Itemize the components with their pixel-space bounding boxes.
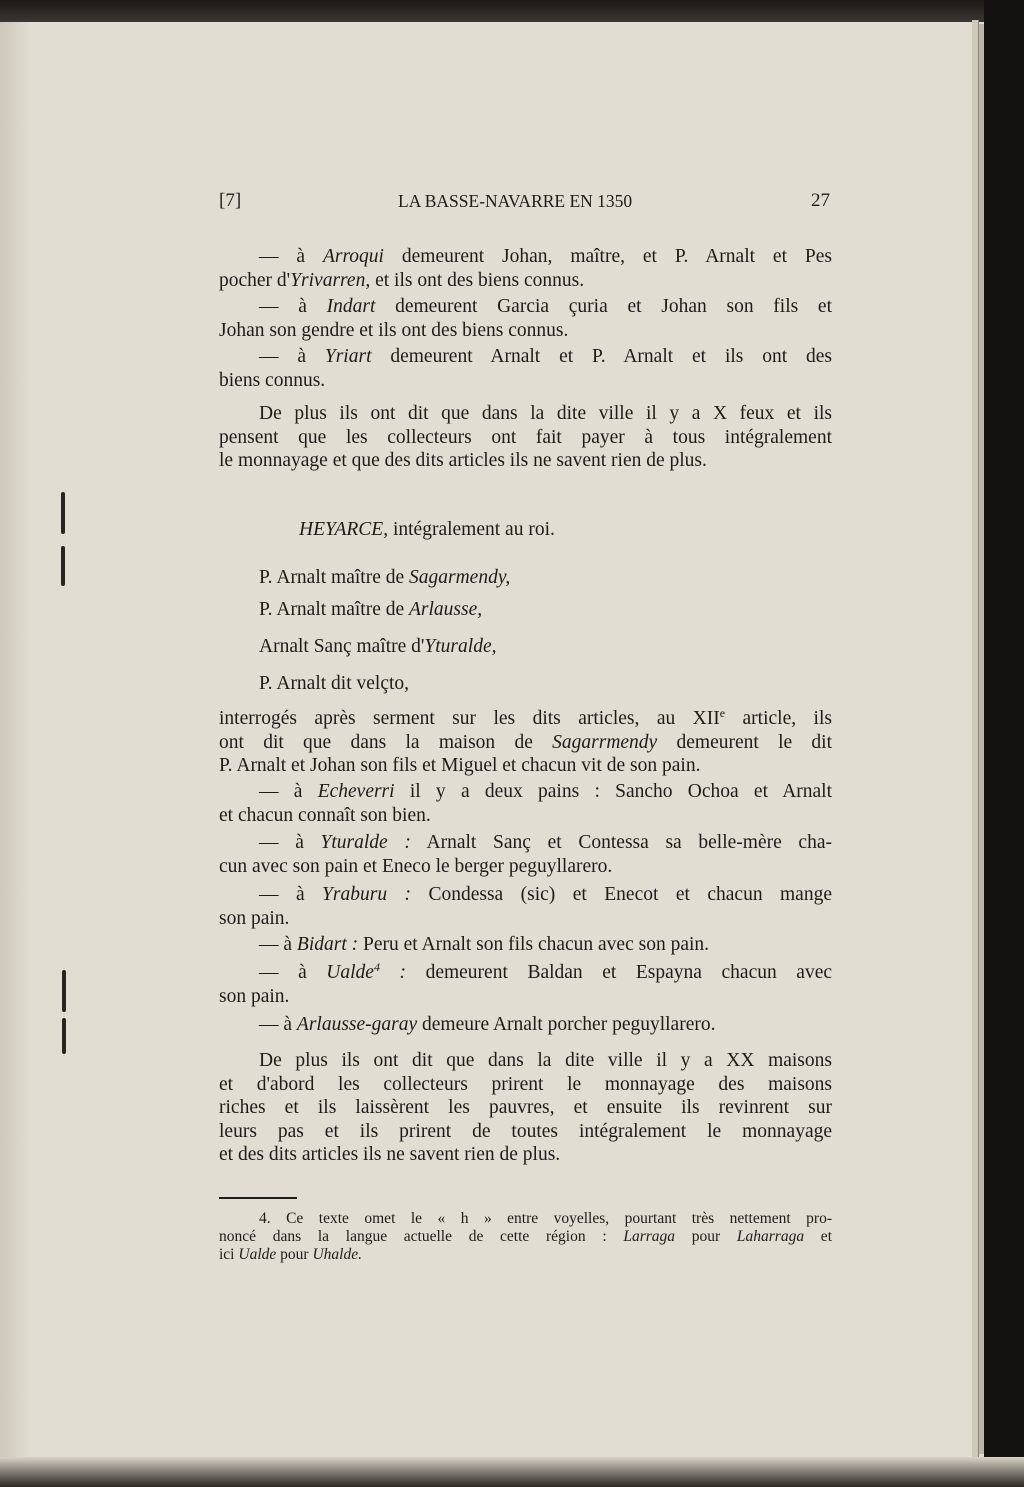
paragraph xyxy=(219,295,832,342)
text-run: Condessa (sic) et Enecot et chacun mange xyxy=(411,884,832,905)
text-run: P. Arnalt dit velçto, xyxy=(259,673,410,694)
text-line xyxy=(219,635,832,659)
text-line xyxy=(219,707,832,731)
text-line xyxy=(219,855,832,879)
text-run: — à xyxy=(259,296,327,317)
paragraph xyxy=(219,635,832,659)
italic-text: Yrivarren, xyxy=(290,269,371,291)
text-line xyxy=(219,319,832,343)
italic-text: Bidart : xyxy=(296,934,359,955)
italic-text: Yriart xyxy=(324,346,372,367)
text-run: — à xyxy=(259,884,323,905)
text-run: demeure Arnalt porcher peguyllarero. xyxy=(417,1014,716,1035)
paragraph xyxy=(219,1013,832,1037)
text-run: P. Arnalt maître de xyxy=(259,599,410,620)
text-run: Johan son gendre et ils ont des biens connus. xyxy=(219,319,569,341)
italic-text: Ualde xyxy=(326,962,374,983)
text-line xyxy=(219,731,832,755)
text-run: il y a deux pains : Sancho Ochoa et Arnalt xyxy=(394,781,833,802)
text-run: et chacun connaît son bien. xyxy=(219,804,431,826)
text-line xyxy=(219,566,832,590)
text-run: et des dits articles ils ne savent rien de plus. xyxy=(219,1144,561,1165)
paragraph xyxy=(219,1049,832,1167)
scan-border-bottom xyxy=(0,1457,1024,1487)
text-line xyxy=(219,345,832,369)
page-number: 27 xyxy=(811,190,830,211)
italic-text: Indart xyxy=(326,296,376,317)
footnote xyxy=(219,1210,832,1264)
text-run: demeurent Garcia çuria et Johan son fils et xyxy=(375,296,833,317)
text-line xyxy=(219,598,832,622)
header-section-number: [7] xyxy=(219,190,242,211)
paragraph xyxy=(219,402,832,473)
text-line xyxy=(219,1096,832,1120)
text-run: ont dit que dans la maison de xyxy=(219,731,553,753)
text-run: le monnayage et que des dits articles ils ne savent rien de plus. xyxy=(219,450,707,471)
page-gutter-shadow xyxy=(0,0,30,1487)
text-run: intégralement au roi. xyxy=(388,519,555,540)
text-run: P. Arnalt et Johan son fils et Miguel et chacun vit de son pain. xyxy=(219,755,701,776)
paragraph xyxy=(219,961,832,1008)
scan-border-right xyxy=(984,0,1024,1487)
text-run: P. Arnalt maître de xyxy=(259,567,410,588)
paragraph xyxy=(219,345,832,392)
text-run: Peru et Arnalt son fils chacun avec son pain. xyxy=(358,934,710,955)
italic-text: Arlausse-garay xyxy=(296,1014,418,1035)
paragraph xyxy=(219,933,832,957)
text-line xyxy=(219,883,832,907)
text-run: et xyxy=(804,1228,832,1245)
text-run: pensent que les collecteurs ont fait payer à tous intégralement xyxy=(219,426,832,448)
text-line xyxy=(219,1120,832,1144)
italic-text: Arroqui xyxy=(322,246,384,267)
text-run: — à xyxy=(259,832,321,853)
text-line xyxy=(219,804,832,828)
text-line xyxy=(219,672,832,696)
text-line xyxy=(219,831,832,855)
text-line xyxy=(219,269,832,293)
binding-mark xyxy=(61,492,65,534)
text-run: De plus ils ont dit que dans la dite ville il y a XX maisons xyxy=(259,1050,832,1071)
paragraph xyxy=(219,245,832,292)
text-run: — à xyxy=(259,781,318,802)
italic-text: Arlausse, xyxy=(409,599,483,620)
text-run: — à xyxy=(259,246,323,267)
italic-text: Yturalde : xyxy=(320,832,411,853)
italic-text: : xyxy=(379,962,407,983)
paragraph xyxy=(219,518,832,542)
text-line xyxy=(219,449,832,473)
footnote-text xyxy=(219,1210,832,1264)
text-run: et ils ont des biens connus. xyxy=(370,269,585,291)
text-line xyxy=(219,518,832,542)
text-run: De plus ils ont dit que dans la dite ville il y a X feux et ils xyxy=(259,403,832,424)
text-run: — à xyxy=(259,962,327,983)
text-run: son pain. xyxy=(219,985,290,1007)
text-line xyxy=(219,1013,832,1037)
text-run: demeurent Arnalt et P. Arnalt et ils ont des xyxy=(371,346,832,367)
page-edge xyxy=(972,20,979,1460)
binding-mark xyxy=(62,1018,66,1054)
superscript: 4 xyxy=(373,960,380,974)
italic-text: Echeverri xyxy=(317,781,395,802)
paragraph xyxy=(219,672,832,696)
text-run: leurs pas et ils prirent de toutes intégralement le monnayage xyxy=(219,1120,832,1142)
running-title: LA BASSE-NAVARRE EN 1350 xyxy=(398,191,633,211)
text-run: pour xyxy=(276,1246,313,1263)
binding-mark xyxy=(62,970,66,1012)
paragraph xyxy=(219,831,832,878)
italic-text: Yraburu : xyxy=(322,884,412,905)
footnote-rule xyxy=(219,1197,297,1199)
text-run: — à xyxy=(259,346,325,367)
text-run: demeurent le dit xyxy=(657,731,832,753)
binding-mark xyxy=(61,546,65,586)
text-run: pocher d' xyxy=(219,269,291,291)
text-run: pour xyxy=(675,1228,737,1245)
text-line xyxy=(219,1246,832,1264)
italic-text: Laharraga xyxy=(736,1228,805,1245)
text-run: — à xyxy=(259,1014,297,1035)
text-line xyxy=(219,426,832,450)
text-line xyxy=(219,933,832,957)
text-run: Arnalt Sanç et Contessa sa belle-mère cha- xyxy=(410,832,832,853)
paragraph xyxy=(219,566,832,590)
paragraph xyxy=(219,707,832,778)
superscript: e xyxy=(719,706,726,720)
text-run: son pain. xyxy=(219,907,290,929)
text-run: demeurent Baldan et Espayna chacun avec xyxy=(406,962,833,983)
italic-text: HEYARCE, xyxy=(299,519,389,540)
italic-text: Yturalde, xyxy=(424,636,497,657)
text-run: ici xyxy=(219,1246,239,1263)
text-run: noncé dans la langue actuelle de cette région : xyxy=(219,1228,624,1245)
italic-text: Uhalde. xyxy=(312,1246,362,1263)
text-line xyxy=(219,985,832,1009)
text-run: cun avec son pain et Eneco le berger peguyllarero. xyxy=(219,855,613,877)
text-run: interrogés après serment sur les dits articles, au XII xyxy=(219,708,720,729)
text-run: biens connus. xyxy=(219,369,326,391)
text-run: riches et ils laissèrent les pauvres, et ensuite ils revinrent sur xyxy=(219,1097,832,1118)
paragraph xyxy=(219,598,832,622)
italic-text: Ualde xyxy=(238,1246,277,1263)
text-line xyxy=(219,1073,832,1097)
text-line xyxy=(219,754,832,778)
text-run: — à xyxy=(259,934,297,955)
scan-border-top xyxy=(0,0,1024,22)
text-run: Arnalt Sanç maître d' xyxy=(259,636,425,657)
text-line xyxy=(219,907,832,931)
italic-text: Sagarmendy, xyxy=(409,567,511,588)
text-run: article, ils xyxy=(725,708,832,729)
italic-text: Sagarrmendy xyxy=(552,731,658,753)
text-line xyxy=(219,1143,832,1167)
text-line xyxy=(219,1210,832,1228)
paragraph xyxy=(219,780,832,827)
text-line xyxy=(219,369,832,393)
text-line xyxy=(219,961,832,985)
text-line xyxy=(219,1228,832,1246)
text-line xyxy=(219,1049,832,1073)
text-line xyxy=(219,295,832,319)
italic-text: Larraga xyxy=(623,1228,676,1245)
text-run: 4. Ce texte omet le « h » entre voyelles, pourtant très nettement pro- xyxy=(259,1210,832,1227)
text-line xyxy=(219,245,832,269)
paragraph xyxy=(219,883,832,930)
text-run: et d'abord les collecteurs prirent le monnayage des maisons xyxy=(219,1073,832,1095)
text-run: demeurent Johan, maître, et P. Arnalt et Pes xyxy=(383,246,832,267)
text-line xyxy=(219,780,832,804)
text-line xyxy=(219,402,832,426)
